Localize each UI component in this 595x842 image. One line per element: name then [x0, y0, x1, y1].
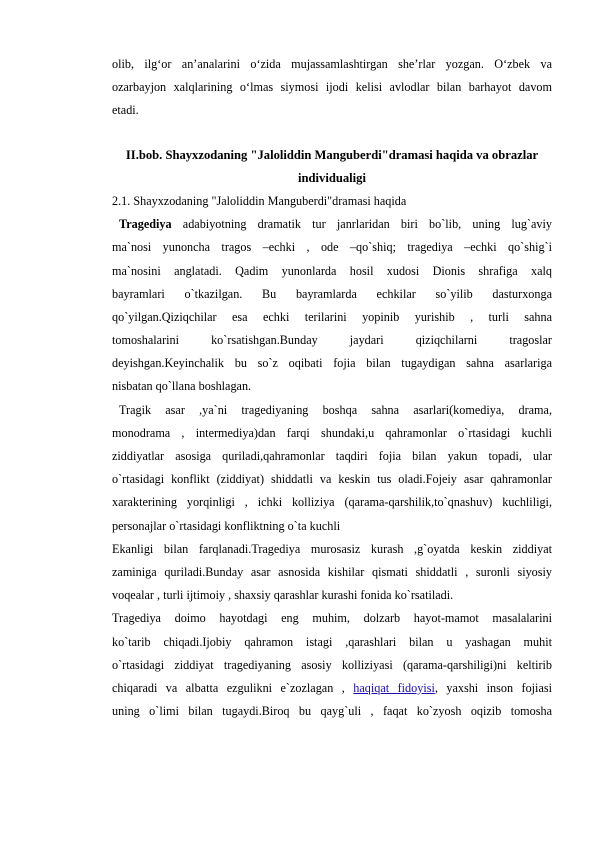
para4-line-5: uning o`limi bilan tugaydi.Biroq bu qayg`uli , faqat ko`zyosh oqizib tomosha [112, 704, 552, 719]
para2-line-3: ziddiyatlar asosiga quriladi,qahramonlar taqdiri fojia bilan yakun topadi, ular [112, 449, 552, 463]
chapter-heading-line-1: II.bob. Shayxzodaning "Jaloliddin Manguberdi"dramasi haqida va obrazlar [125, 147, 539, 162]
para4-line-2: ko`tarib chiqadi.Ijobiy qahramon istagi ,qarashlari bilan u yashagan muhit [112, 634, 552, 649]
intro-line-1: olib, ilg‘or an’analarini o‘zida mujassamlashtirgan she’rlar yozgan. O‘zbek va [112, 57, 552, 71]
para1-line-1 [112, 213, 552, 236]
para4-line-1: Tragediya doimo hayotdagi eng muhim, dolzarb hayot-mamot masalalarini [112, 611, 552, 626]
para2-line-4: o`rtasidagi konflikt (ziddiyat) shiddatli va keskin tus oladi.Fojeiy asar qahramonlar [112, 472, 552, 487]
para1-line-8: nisbatan qo`llana boshlagan. [112, 379, 252, 394]
para4-line-4 [112, 677, 552, 700]
para1-line-4: bayramlari o`tkazilgan. Bu bayramlarda echkilar so`yilib dasturxonga [112, 286, 552, 301]
para2-line-2: monodrama , intermediya)dan farqi shundaki,u qahramonlar o`rtasidagi kuchli [112, 425, 552, 440]
para4-line-3: o`rtasidagi ziddiyat tragediyaning asosiy kolliziyasi (qarama-qarshiligi)ni keltirib [112, 657, 552, 672]
para2-line-5: xarakterining yorqinligi , ichki kolliziya (qarama-qarshilik,to`qnashuv) kuchliligi, [112, 495, 552, 510]
para2-line-6: personajlar o`rtasidagi konfliktning o`ta kuchli [112, 518, 341, 533]
para1-line-7: deyishgan.Keyinchalik bu so`z oqibati fojia bilan tugaydigan sahna asarlariga [112, 356, 552, 371]
para1-line-5: qo`yilgan.Qiziqchilar esa echki terilarini yopinib yurishib , turli sahna [112, 309, 552, 324]
intro-line-3: etadi. [112, 103, 139, 118]
para1-line-1-rest: adabiyotning dramatik tur janrlaridan biri bo`lib, uning lug`aviy [171, 217, 552, 232]
para3-line-2: zaminiga quriladi.Bunday asar asnosida kishilar qismati shiddatli , suronli siyosiy [112, 564, 552, 579]
chapter-heading-line-2: individualigi [298, 170, 366, 185]
para1-line-3: ma`nosini anglatadi. Qadim yunonlarda hosil xudosi Dionis shrafiga xalq [112, 263, 552, 278]
para3-line-1: Ekanligi bilan farqlanadi.Tragediya murosasiz kurash ,g`oyatda keskin ziddiyat [112, 541, 552, 556]
para2-line-1: Tragik asar ,ya`ni tragediyaning boshqa sahna asarlari(komediya, drama, [119, 402, 552, 417]
para4-line-4-before: chiqaradi va albatta ezgulikni e`zozlagan , [112, 680, 354, 695]
intro-line-2: ozarbayjon xalqlarining o‘lmas siymosi ijodi kelisi avlodlar bilan barhayot davom [112, 80, 552, 95]
para1-line-6: tomoshalarini ko`rsatishgan.Bunday jaydari qiziqchilarni tragoslar [112, 333, 552, 348]
tragediya-term: Tragediya [119, 217, 172, 232]
para3-line-3: voqealar , turli ijtimoiy , shaxsiy qarashlar kurashi fonida ko`rsatiladi. [112, 588, 454, 603]
document-page [112, 53, 552, 723]
para4-line-4-after: , yaxshi inson fojiasi [434, 680, 552, 695]
spacer [112, 123, 552, 144]
haqiqat-fidoyisi-link[interactable]: haqiqat fidoyisi [353, 680, 435, 695]
section-title: 2.1. Shayxzodaning "Jaloliddin Manguberdi"dramasi haqida [112, 193, 407, 208]
para1-line-2: ma`nosi yunoncha tragos –echki , ode –qo`shiq; tragediya –echki qo`shig`i [112, 240, 552, 255]
